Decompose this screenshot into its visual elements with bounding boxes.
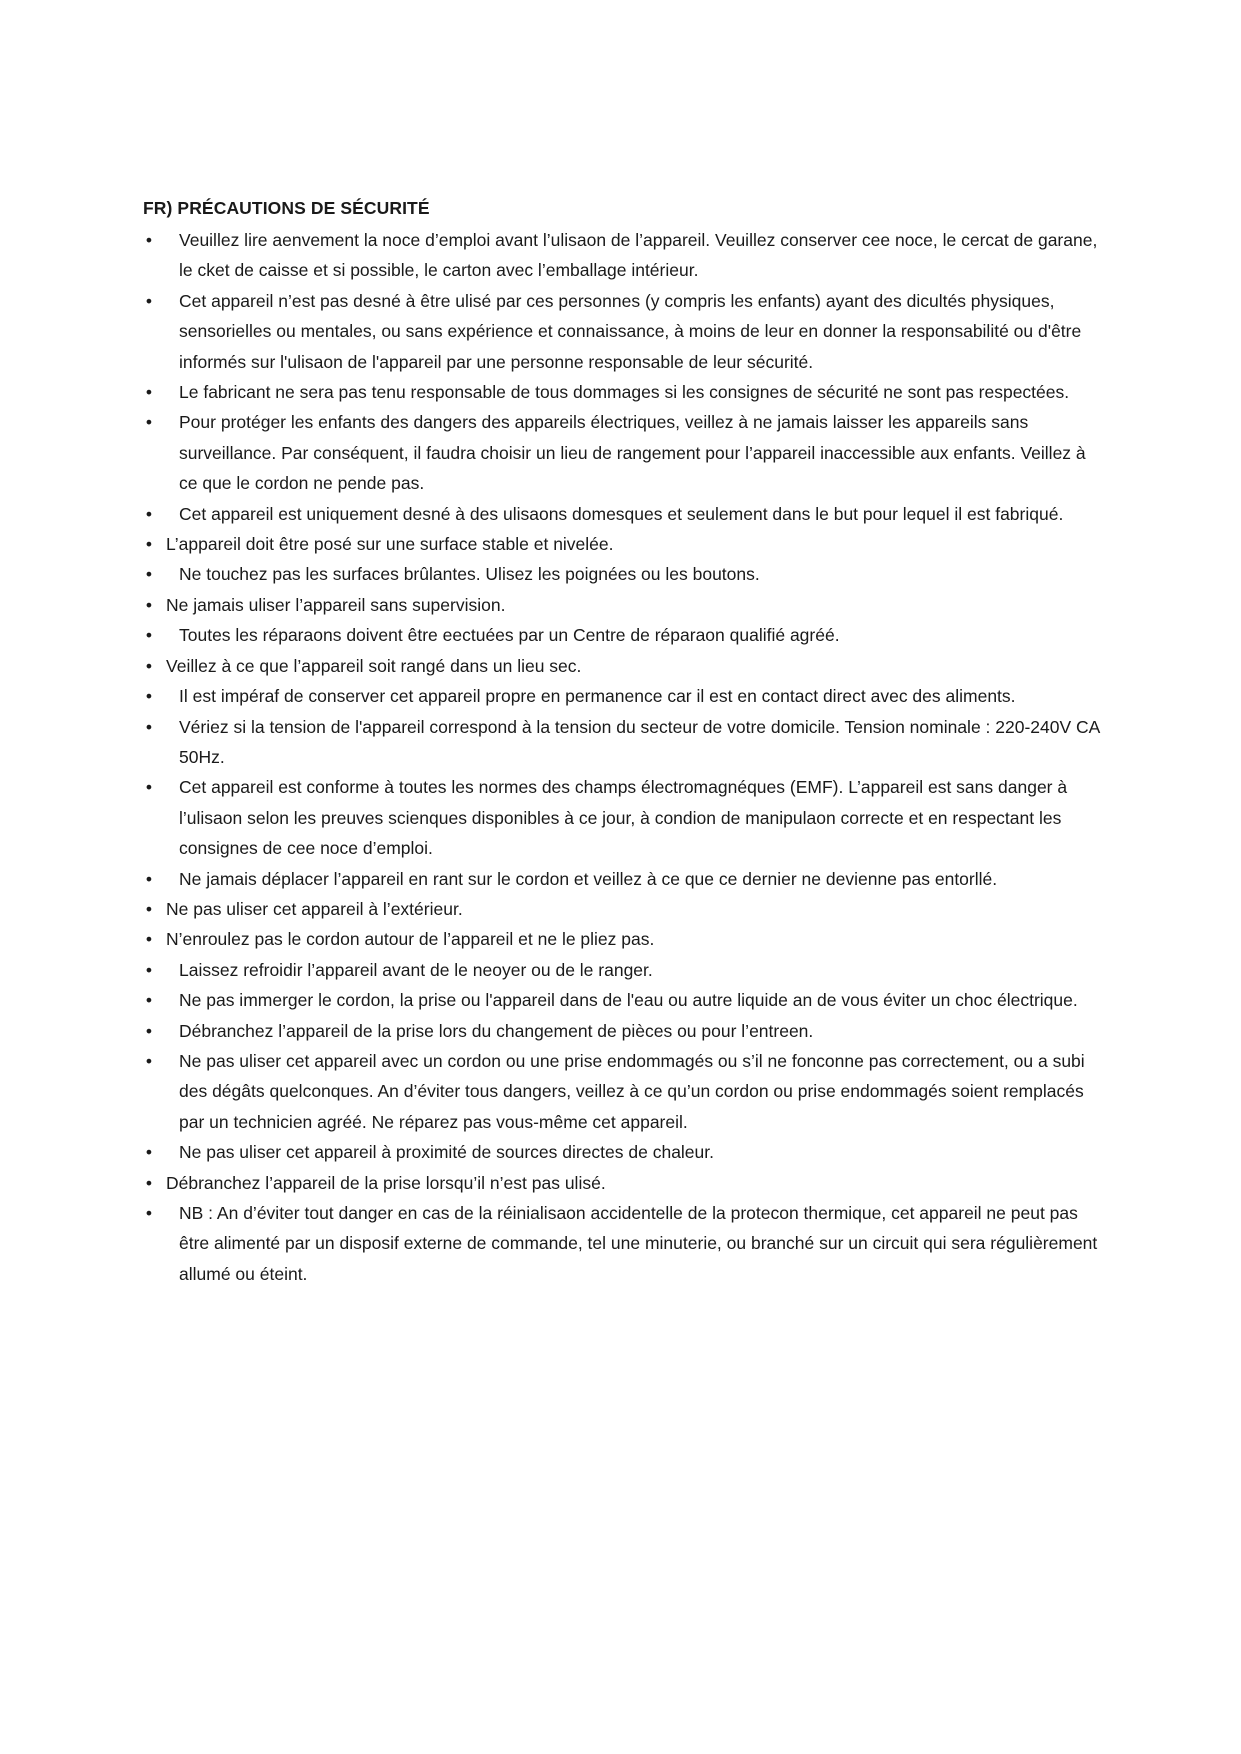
safety-precautions-list xyxy=(143,225,1103,1289)
bullet-icon: • xyxy=(145,868,153,889)
bullet-icon: • xyxy=(145,1172,153,1193)
list-item xyxy=(143,712,1103,773)
list-item-text: Ne touchez pas les surfaces brûlantes. Ulisez les poignées ou les boutons. xyxy=(179,564,760,585)
bullet-icon: • xyxy=(145,534,153,555)
list-item-text: Ne pas immerger le cordon, la prise ou l'appareil dans de l'eau ou autre liquide an de vous éviter un choc électrique. xyxy=(179,990,1078,1011)
list-item xyxy=(143,772,1103,863)
bullet-icon: • xyxy=(145,1050,153,1071)
list-item xyxy=(143,1016,1103,1046)
bullet-icon: • xyxy=(145,594,153,615)
list-item xyxy=(143,529,1103,559)
list-item-text: Pour protéger les enfants des dangers des appareils électriques, veillez à ne jamais laisser les appareils sans surveillance. Par conséquent, il faudra choisir un lieu de rangement pour l’appareil inaccessible aux enfants. Veillez à ce que le cordon ne pende pas. xyxy=(179,412,1086,494)
list-item xyxy=(143,377,1103,407)
list-item xyxy=(143,864,1103,894)
list-item xyxy=(143,894,1103,924)
bullet-icon: • xyxy=(145,898,153,919)
list-item-text: Ne jamais déplacer l’appareil en rant sur le cordon et veillez à ce que ce dernier ne devienne pas entorllé. xyxy=(179,868,998,889)
bullet-icon: • xyxy=(145,959,153,980)
list-item-text: Il est impéraf de conserver cet appareil propre en permanence car il est en contact direct avec des aliments. xyxy=(179,686,1016,707)
bullet-icon: • xyxy=(145,290,153,311)
bullet-icon: • xyxy=(145,990,153,1011)
list-item xyxy=(143,499,1103,529)
list-item xyxy=(143,1046,1103,1137)
list-item xyxy=(143,681,1103,711)
bullet-icon: • xyxy=(145,655,153,676)
list-item-text: Cet appareil est conforme à toutes les normes des champs électromagnéques (EMF). L’appareil est sans danger à l’ulisaon selon les preuves scienques disponibles à ce jour, à condion de manipulaon correcte et en respectant les consignes de cee noce d’emploi. xyxy=(179,777,1068,859)
list-item-text: Vériez si la tension de l'appareil correspond à la tension du secteur de votre domicile. Tension nominale : 220-240V CA 50Hz. xyxy=(179,716,1100,767)
bullet-icon: • xyxy=(145,777,153,798)
list-item xyxy=(143,985,1103,1015)
list-item-text: NB : An d’éviter tout danger en cas de la réinialisaon accidentelle de la protecon thermique, cet appareil ne peut pas être alimenté par un disposif externe de commande, tel une minuterie, ou branché sur un circuit qui sera régulièrement allumé ou éteint. xyxy=(179,1203,1098,1284)
bullet-icon: • xyxy=(145,564,153,585)
bullet-icon: • xyxy=(145,503,153,524)
list-item xyxy=(143,924,1103,954)
list-item-text: Ne pas uliser cet appareil avec un cordon ou une prise endommagés ou s’il ne fonconne pas correctement, ou a subi des dégâts quelconques. An d’éviter tous dangers, veillez à ce qu’un cordon ou prise endommagés soient remplacés par un technicien agréé. Ne réparez pas vous-même cet appareil. xyxy=(179,1050,1085,1132)
list-item-text: L’appareil doit être posé sur une surface stable et nivelée. xyxy=(166,534,614,555)
bullet-icon: • xyxy=(145,412,153,433)
list-item xyxy=(143,1137,1103,1167)
list-item-text: Veuillez lire aenvement la noce d’emploi avant l’ulisaon de l’appareil. Veuillez conserver cee noce, le cercat de garane, le cket de caisse et si possible, le carton avec l’emballage intérieur. xyxy=(179,230,1098,281)
list-item-text: Le fabricant ne sera pas tenu responsable de tous dommages si les consignes de sécurité ne sont pas respectées. xyxy=(179,382,1070,403)
list-item xyxy=(143,407,1103,498)
list-item-text: Laissez refroidir l’appareil avant de le neoyer ou de le ranger. xyxy=(179,959,653,980)
list-item-text: Cet appareil n’est pas desné à être ulisé par ces personnes (y compris les enfants) ayant des dicultés physiques, sensorielles ou mentales, ou sans expérience et connaissance, à moins de leur en donner la responsabilité ou d'être informés sur l'ulisaon de l'appareil par une personne responsable de leur sécurité. xyxy=(179,290,1082,372)
document-content xyxy=(143,197,1103,1289)
list-item xyxy=(143,955,1103,985)
list-item-text: Veillez à ce que l’appareil soit rangé dans un lieu sec. xyxy=(166,655,582,676)
list-item xyxy=(143,225,1103,286)
list-item xyxy=(143,1168,1103,1198)
bullet-icon: • xyxy=(145,1020,153,1041)
bullet-icon: • xyxy=(145,230,153,250)
list-item xyxy=(143,286,1103,377)
bullet-icon: • xyxy=(145,1203,153,1223)
list-item-text: Ne pas uliser cet appareil à l’extérieur. xyxy=(166,898,463,919)
bullet-icon: • xyxy=(145,686,153,707)
list-item-text: Toutes les réparaons doivent être eectuées par un Centre de réparaon qualifié agréé. xyxy=(179,625,840,646)
list-item-text: Ne pas uliser cet appareil à proximité de sources directes de chaleur. xyxy=(179,1142,714,1163)
list-item-text: Cet appareil est uniquement desné à des ulisaons domesques et seulement dans le but pour lequel il est fabriqué. xyxy=(179,503,1064,524)
bullet-icon: • xyxy=(145,625,153,646)
list-item-text: Débranchez l’appareil de la prise lorsqu’il n’est pas ulisé. xyxy=(166,1172,606,1193)
bullet-icon: • xyxy=(145,929,153,950)
list-item xyxy=(143,590,1103,620)
list-item xyxy=(143,559,1103,589)
list-item xyxy=(143,651,1103,681)
bullet-icon: • xyxy=(145,716,153,737)
list-item-text: N’enroulez pas le cordon autour de l’appareil et ne le pliez pas. xyxy=(166,929,655,950)
list-item-text: Débranchez l’appareil de la prise lors du changement de pièces ou pour l’entreen. xyxy=(179,1020,814,1041)
bullet-icon: • xyxy=(145,382,153,403)
bullet-icon: • xyxy=(145,1142,153,1163)
list-item xyxy=(143,620,1103,650)
list-item-text: Ne jamais uliser l’appareil sans supervision. xyxy=(166,594,506,615)
list-item xyxy=(143,1198,1103,1289)
page-title: FR) PRÉCAUTIONS DE SÉCURITÉ xyxy=(143,198,430,218)
